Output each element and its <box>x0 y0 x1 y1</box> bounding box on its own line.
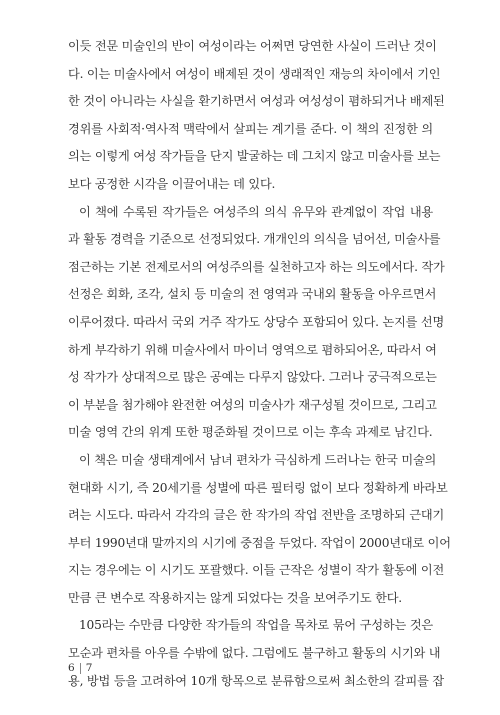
text-line: 하게 부각하기 위해 미술사에서 마이너 영역으로 폄하되어온, 따라서 여 <box>68 342 437 357</box>
text-line: 선정은 회화, 조각, 설치 등 미술의 전 영역과 국내외 활동을 아우르면서 <box>68 287 437 302</box>
text-line: 부터 1990년대 말까지의 시기에 중점을 두었다. 작업이 2000년대로 이어 <box>68 535 451 550</box>
page-numbers <box>68 662 92 674</box>
text-line: 이 부분을 첨가해야 완전한 여성의 미술사가 재구성될 것이므로, 그리고 <box>68 397 437 412</box>
text-line: 105라는 수만큼 다양한 작가들의 작업을 목차로 묶어 구성하는 것은 <box>79 618 433 633</box>
text-line: 다. 이는 미술사에서 여성이 배제된 것이 생래적인 재능의 차이에서 기인 <box>68 66 441 81</box>
text-line: 점근하는 기본 전제로서의 여성주의를 실천하고자 하는 의도에서다. 작가 <box>68 259 445 274</box>
paragraph <box>68 33 445 199</box>
paragraph <box>68 199 445 447</box>
paragraph <box>68 612 444 695</box>
text-line: 지는 경우에는 이 시기도 포괄했다. 이들 근작은 성별이 작가 활동에 이전 <box>68 563 445 578</box>
text-line: 현대화 시기, 즉 20세기를 성별에 따른 필터링 없이 보다 정확하게 바라보 <box>68 480 448 495</box>
text-line: 려는 시도다. 따라서 각각의 글은 한 작가의 작업 전반을 조명하되 근대기 <box>68 508 445 523</box>
text-line: 미술 영역 간의 위계 또한 평준화될 것이므로 이는 후속 과제로 남긴다. <box>68 425 433 440</box>
text-line: 이루어졌다. 따라서 국외 거주 작가도 상당수 포함되어 있다. 논지를 선명 <box>68 314 445 329</box>
text-line: 보다 공정한 시각을 이끌어내는 데 있다. <box>68 176 276 191</box>
text-line: 이듯 전문 미술인의 반이 여성이라는 어쩌면 당연한 사실이 드러난 것이 <box>68 39 437 53</box>
text-line: 만큼 큰 변수로 작용하지는 않게 되었다는 것을 보여주기도 한다. <box>68 590 402 605</box>
text-line: 의는 이렇게 여성 작가들을 단지 발굴하는 데 그치지 않고 미술사를 보는 <box>68 149 441 164</box>
body-text <box>68 33 451 695</box>
text-line: 경위를 사회적·역사적 맥락에서 살피는 계기를 준다. 이 책의 진정한 의 <box>68 121 433 136</box>
page-number-right: 7 <box>85 662 93 674</box>
paragraph <box>68 447 451 613</box>
text-line: 한 것이 아니라는 사실을 환기하면서 여성과 여성성이 폄하되거나 배제된 <box>68 94 445 109</box>
text-line: 성 작가가 상대적으로 많은 공예는 다루지 않았다. 그러나 궁극적으로는 <box>68 370 437 385</box>
page-number-divider <box>80 663 81 674</box>
page-number-left: 6 <box>68 662 75 674</box>
text-line: 이 책은 미술 생태계에서 남녀 편차가 극심하게 드러나는 한국 미술의 <box>79 452 437 467</box>
text-line: 용, 방법 등을 고려하여 10개 항목으로 분류함으로써 최소한의 갈피를 잡 <box>68 673 444 688</box>
text-line: 이 책에 수록된 작가들은 여성주의 의식 유무와 관계없이 작업 내용 <box>79 204 433 219</box>
text-line: 모순과 편차를 아우를 수밖에 없다. 그럼에도 불구하고 활동의 시기와 내 <box>68 646 441 661</box>
text-line: 과 활동 경력을 기준으로 선정되었다. 개개인의 의식을 넘어선, 미술사를 <box>68 232 441 247</box>
